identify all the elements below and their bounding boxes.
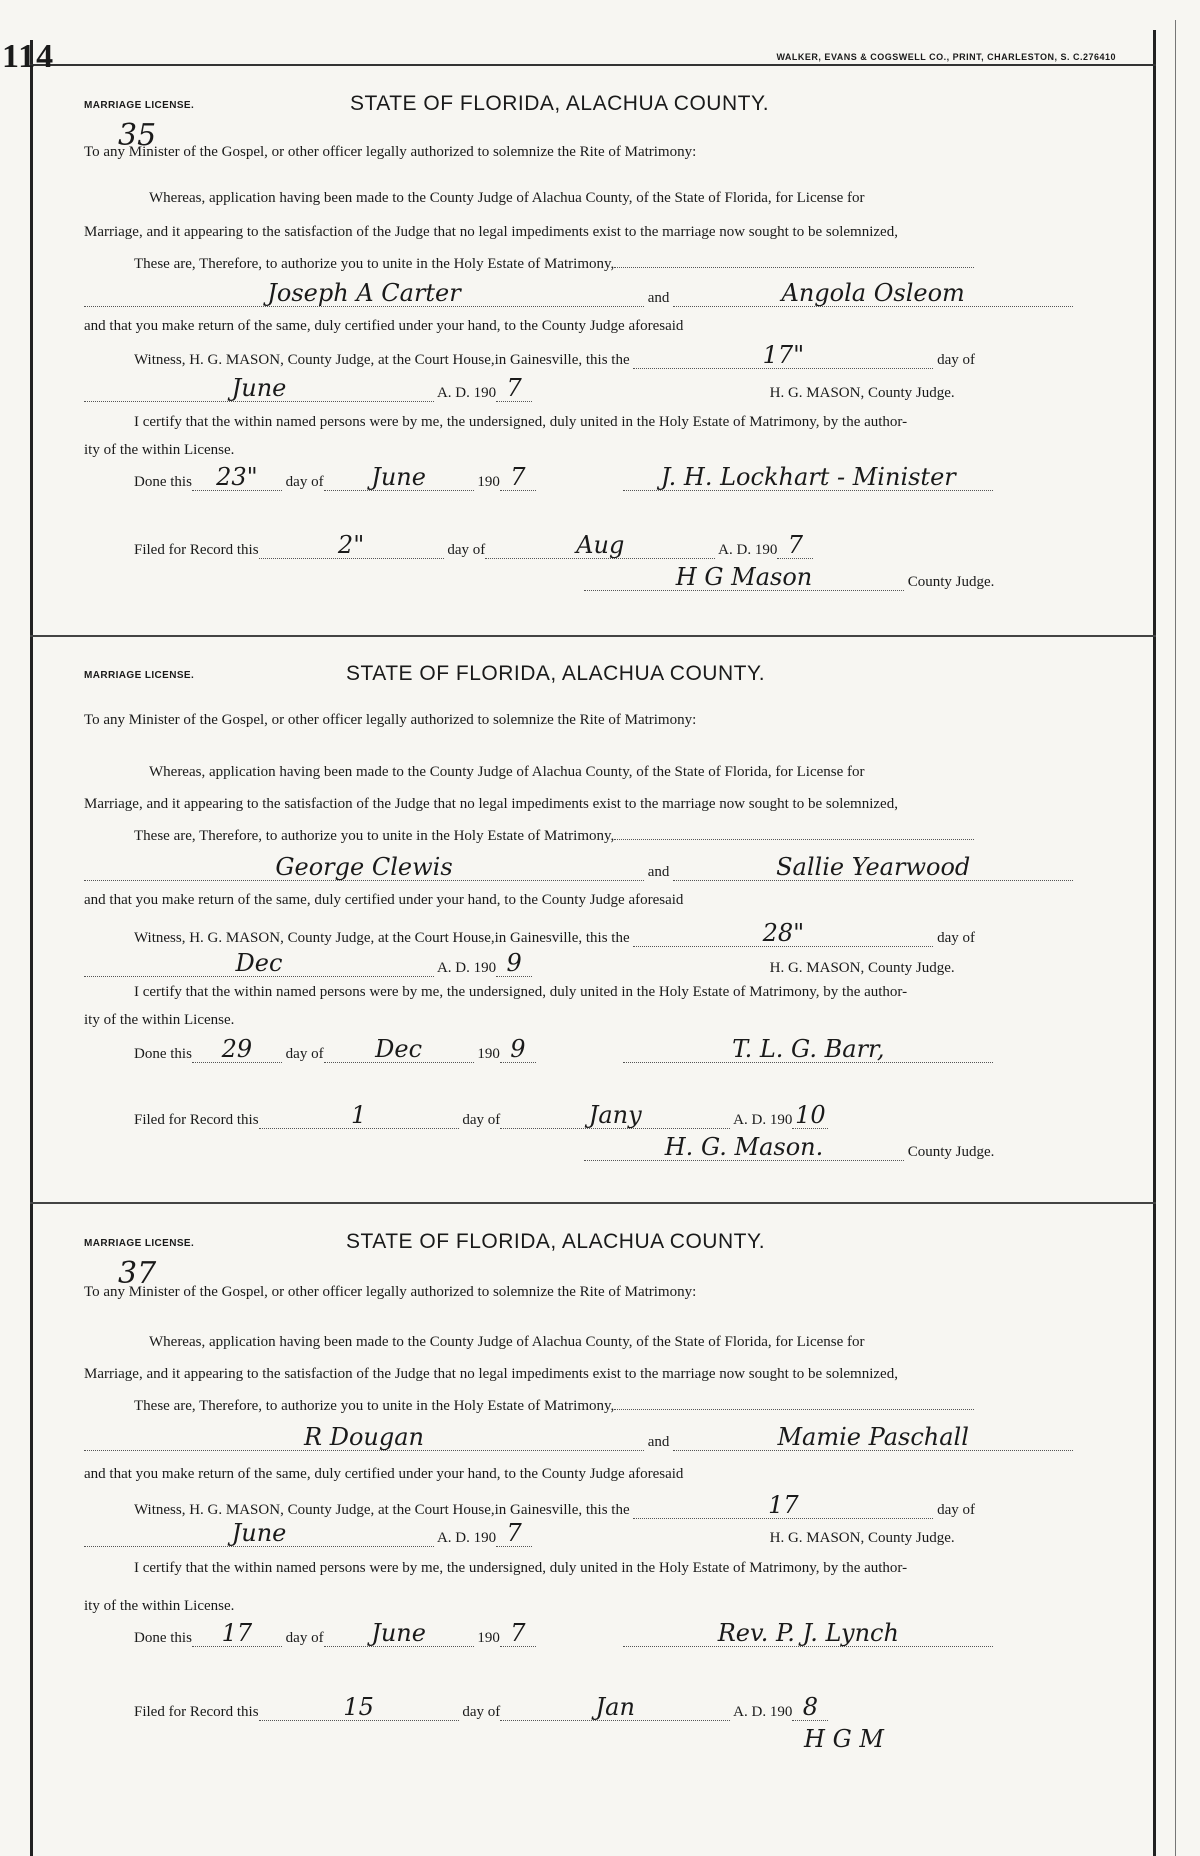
and-label: and	[647, 290, 670, 306]
return-line: and that you make return of the same, duly certified under your hand, to the County Judge aforesaid	[84, 892, 684, 908]
and-label: and	[647, 1434, 670, 1450]
form-separator	[30, 635, 1156, 637]
judge-signature: H. G. Mason.	[584, 1134, 904, 1161]
witness-date-line	[84, 950, 955, 977]
filed-line	[134, 532, 813, 559]
day-of-label: day of	[462, 1112, 501, 1128]
certify-line-2: ity of the within License.	[84, 1598, 235, 1614]
done-day: 29	[192, 1036, 282, 1063]
judge-title: H. G. MASON, County Judge.	[769, 1530, 955, 1546]
filed-label: Filed for Record this	[134, 1112, 259, 1128]
day-of-label: day of	[937, 352, 976, 368]
filed-line	[134, 1694, 828, 1721]
certify-line-2: ity of the within License.	[84, 442, 235, 458]
groom-name: George Clewis	[84, 854, 644, 881]
salutation: To any Minister of the Gospel, or other officer legally authorized to solemnize the Rite of Matrimony:	[84, 144, 697, 160]
day-of-label: day of	[447, 542, 486, 558]
whereas-line-1: Whereas, application having been made to the County Judge of Alachua County, of the State of Florida, for License for	[149, 1334, 865, 1350]
certify-line-1: I certify that the within named persons were by me, the undersigned, duly united in the Holy Estate of Matrimony, by the author-	[134, 414, 908, 430]
done-day: 17	[192, 1620, 282, 1647]
witness-line	[134, 920, 975, 947]
bride-name: Mamie Paschall	[673, 1424, 1073, 1451]
witness-text: Witness, H. G. MASON, County Judge, at the Court House,in Gainesville, this the	[134, 352, 630, 368]
state-title: STATE OF FLORIDA, ALACHUA COUNTY.	[350, 92, 770, 115]
witness-year: 9	[496, 950, 532, 977]
done-day: 23"	[192, 464, 282, 491]
judge-signature-line	[584, 1134, 994, 1161]
witness-text: Witness, H. G. MASON, County Judge, at the Court House,in Gainesville, this the	[134, 1502, 630, 1518]
day-of-label: day of	[285, 474, 324, 490]
page-left-border	[30, 40, 33, 1856]
ad-label: A. D. 190	[436, 960, 497, 976]
witness-month: June	[84, 1520, 434, 1547]
officiant-signature: Rev. P. J. Lynch	[623, 1620, 993, 1647]
witness-line	[134, 1492, 975, 1519]
authorize-text: These are, Therefore, to authorize you to unite in the Holy Estate of Matrimony,	[134, 828, 615, 844]
witness-month: Dec	[84, 950, 434, 977]
bride-name: Sallie Yearwood	[673, 854, 1073, 881]
filed-year: 7	[777, 532, 813, 559]
judge-signature-line	[584, 564, 994, 591]
day-of-label: day of	[285, 1046, 324, 1062]
filed-day: 2"	[259, 532, 444, 559]
authorize-line	[134, 828, 974, 845]
authorize-text: These are, Therefore, to authorize you to unite in the Holy Estate of Matrimony,	[134, 1398, 615, 1414]
parties-line	[84, 280, 1073, 307]
done-month: June	[324, 1620, 474, 1647]
certify-line-1: I certify that the within named persons were by me, the undersigned, duly united in the Holy Estate of Matrimony, by the author-	[134, 1560, 908, 1576]
state-title: STATE OF FLORIDA, ALACHUA COUNTY.	[346, 662, 766, 685]
filed-label: Filed for Record this	[134, 1704, 259, 1720]
ad-label: A. D. 190	[436, 385, 497, 401]
whereas-line-1: Whereas, application having been made to the County Judge of Alachua County, of the State of Florida, for License for	[149, 190, 865, 206]
done-line	[134, 464, 993, 491]
witness-day: 28"	[633, 920, 933, 947]
groom-name: Joseph A Carter	[84, 280, 644, 307]
year-label: 190	[477, 474, 500, 490]
witness-year: 7	[496, 375, 532, 402]
authorize-text: These are, Therefore, to authorize you to unite in the Holy Estate of Matrimony,	[134, 256, 615, 272]
groom-name: R Dougan	[84, 1424, 644, 1451]
witness-day: 17"	[633, 342, 933, 369]
page-right-border	[1153, 30, 1156, 1856]
ad-filed-label: A. D. 190	[733, 1704, 793, 1720]
filed-label: Filed for Record this	[134, 542, 259, 558]
whereas-line-2: Marriage, and it appearing to the satisfaction of the Judge that no legal impediments exist to the marriage now sought to be solemnized,	[84, 224, 898, 240]
done-line	[134, 1620, 993, 1647]
filed-year: 10	[792, 1102, 828, 1129]
witness-month: June	[84, 375, 434, 402]
year-label: 190	[477, 1046, 500, 1062]
header-rule	[30, 64, 1156, 66]
filed-day: 1	[259, 1102, 459, 1129]
state-title: STATE OF FLORIDA, ALACHUA COUNTY.	[346, 1230, 766, 1253]
filed-day: 15	[259, 1694, 459, 1721]
year-label: 190	[477, 1630, 500, 1646]
license-label: MARRIAGE LICENSE.	[84, 670, 195, 681]
judge-title: H. G. MASON, County Judge.	[769, 960, 955, 976]
return-line: and that you make return of the same, duly certified under your hand, to the County Judge aforesaid	[84, 1466, 684, 1482]
ad-label: A. D. 190	[436, 1530, 497, 1546]
license-number: 37	[118, 1256, 157, 1291]
authorize-line	[134, 256, 974, 273]
county-judge-label: County Judge.	[907, 1144, 995, 1160]
form-separator	[30, 1202, 1156, 1204]
whereas-line-2: Marriage, and it appearing to the satisfaction of the Judge that no legal impediments exist to the marriage now sought to be solemnized,	[84, 796, 898, 812]
certify-line-1: I certify that the within named persons were by me, the undersigned, duly united in the Holy Estate of Matrimony, by the author-	[134, 984, 908, 1000]
return-line: and that you make return of the same, duly certified under your hand, to the County Judge aforesaid	[84, 318, 684, 334]
license-label: MARRIAGE LICENSE.	[84, 1238, 195, 1249]
day-of-label: day of	[285, 1630, 324, 1646]
done-year: 7	[500, 464, 536, 491]
whereas-line-2: Marriage, and it appearing to the satisfaction of the Judge that no legal impediments exist to the marriage now sought to be solemnized,	[84, 1366, 898, 1382]
page-edge-line	[1175, 20, 1176, 1856]
parties-line	[84, 854, 1073, 881]
done-year: 7	[500, 1620, 536, 1647]
day-of-label: day of	[937, 1502, 976, 1518]
whereas-line-1: Whereas, application having been made to the County Judge of Alachua County, of the State of Florida, for License for	[149, 764, 865, 780]
done-month: Dec	[324, 1036, 474, 1063]
authorize-line	[134, 1398, 974, 1415]
parties-line	[84, 1424, 1073, 1451]
salutation: To any Minister of the Gospel, or other officer legally authorized to solemnize the Rite of Matrimony:	[84, 1284, 697, 1300]
done-label: Done this	[134, 1046, 192, 1062]
done-label: Done this	[134, 1630, 192, 1646]
page-number: 114	[2, 38, 55, 75]
judge-signature: H G Mason	[584, 564, 904, 591]
filed-year: 8	[792, 1694, 828, 1721]
filed-month: Jany	[500, 1102, 730, 1129]
day-of-label: day of	[462, 1704, 501, 1720]
printer-imprint: WALKER, EVANS & COGSWELL CO., PRINT, CHARLESTON, S. C.276410	[776, 52, 1116, 62]
filed-month: Aug	[485, 532, 715, 559]
ad-filed-label: A. D. 190	[733, 1112, 793, 1128]
bride-name: Angola Osleom	[673, 280, 1073, 307]
and-label: and	[647, 864, 670, 880]
judge-title: H. G. MASON, County Judge.	[769, 385, 955, 401]
officiant-signature: T. L. G. Barr,	[623, 1036, 993, 1063]
witness-line	[134, 342, 975, 369]
filed-month: Jan	[500, 1694, 730, 1721]
certify-line-2: ity of the within License.	[84, 1012, 235, 1028]
day-of-label: day of	[937, 930, 976, 946]
witness-text: Witness, H. G. MASON, County Judge, at the Court House,in Gainesville, this the	[134, 930, 630, 946]
done-line	[134, 1036, 993, 1063]
done-label: Done this	[134, 474, 192, 490]
witness-year: 7	[496, 1520, 532, 1547]
done-year: 9	[500, 1036, 536, 1063]
witness-date-line	[84, 1520, 955, 1547]
done-month: June	[324, 464, 474, 491]
officiant-signature: J. H. Lockhart - Minister	[623, 464, 993, 491]
judge-signature: H G M	[804, 1725, 884, 1753]
filed-line	[134, 1102, 828, 1129]
license-label: MARRIAGE LICENSE.	[84, 100, 195, 111]
ad-filed-label: A. D. 190	[718, 542, 778, 558]
salutation: To any Minister of the Gospel, or other officer legally authorized to solemnize the Rite of Matrimony:	[84, 712, 697, 728]
witness-date-line	[84, 375, 955, 402]
license-number: 35	[118, 118, 157, 153]
county-judge-label: County Judge.	[907, 574, 995, 590]
witness-day: 17	[633, 1492, 933, 1519]
judge-signature-line	[744, 1726, 944, 1752]
